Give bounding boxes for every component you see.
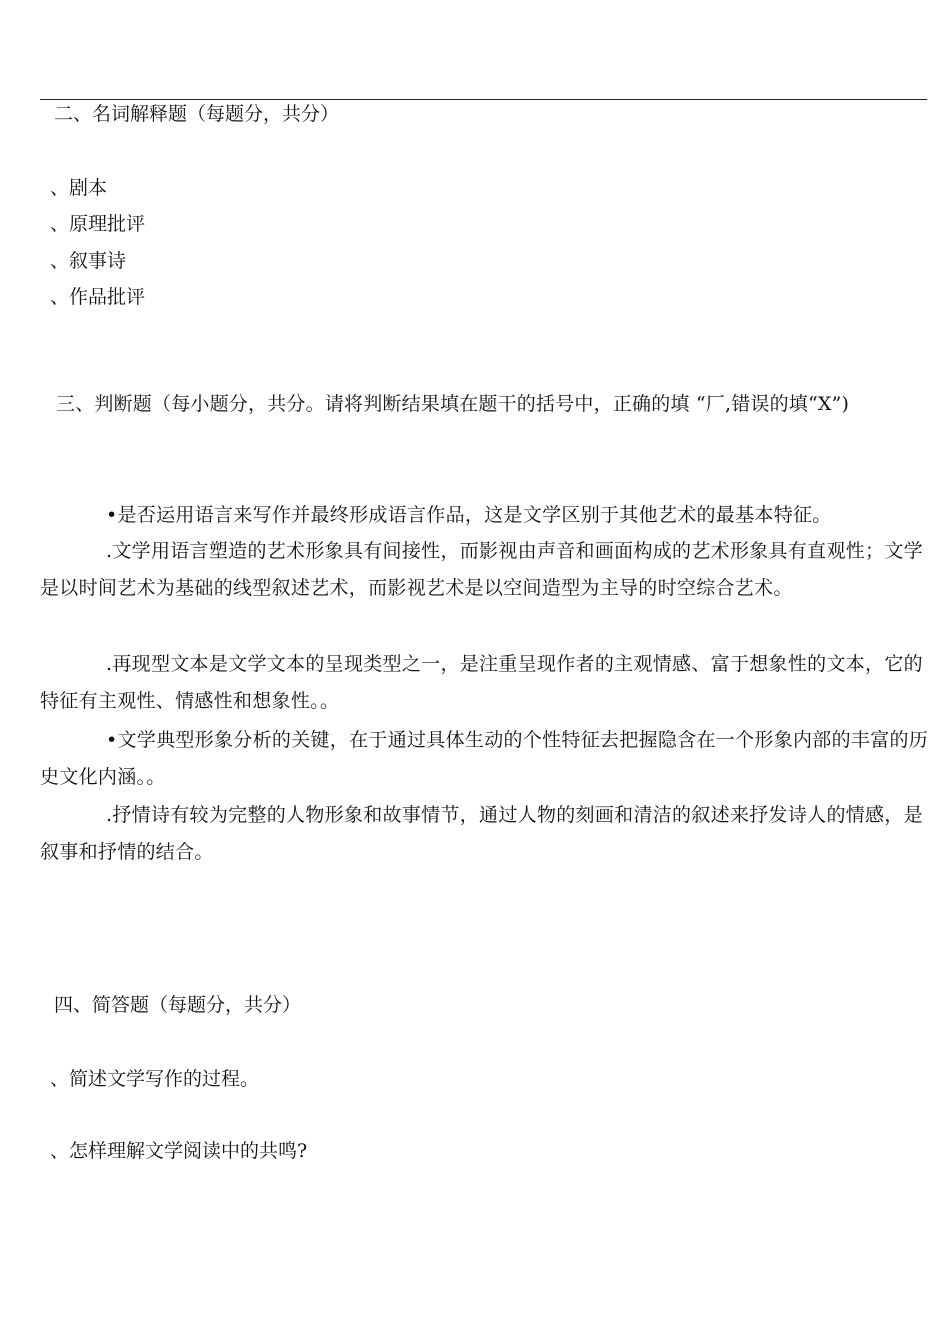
section3-item-1: •是否运用语言来写作并最终形成语言作品，这是文学区别于其他艺术的最基本特征。 bbox=[106, 504, 832, 526]
section2-item-1: 、剧本 bbox=[50, 177, 108, 199]
section3-item-2: .文学用语言塑造的艺术形象具有间接性，而影视由声音和画面构成的艺术形象具有直观性；文学是以时间艺术为基础的线型叙述艺术，而影视艺术是以空间造型为主导的时空综合艺术。 bbox=[40, 540, 923, 599]
section2-item-4: 、作品批评 bbox=[50, 286, 146, 308]
section4-heading: 四、简答题（每题分，共分） bbox=[54, 994, 302, 1016]
section3-item-3: .再现型文本是文学文本的呈现类型之一，是注重呈现作者的主观情感、富于想象性的文本，它的特征有主观性、情感性和想象性。。 bbox=[40, 653, 923, 712]
section4-item-2: 、怎样理解文学阅读中的共鸣? bbox=[50, 1140, 308, 1162]
section2-heading: 二、名词解释题（每题分，共分） bbox=[54, 103, 340, 125]
section3-heading: 三、判断题（每小题分，共分。请将判断结果填在题干的括号中，正确的填 “厂,错误的填“X”) bbox=[56, 393, 850, 415]
top-rule bbox=[40, 99, 927, 100]
section2-item-2: 、原理批评 bbox=[50, 213, 146, 235]
section2-item-3: 、叙事诗 bbox=[50, 250, 127, 272]
section4-item-1: 、简述文学写作的过程。 bbox=[50, 1068, 260, 1090]
section3-item-4: •文学典型形象分析的关键，在于通过具体生动的个性特征去把握隐含在一个形象内部的丰富的历史文化内涵。。 bbox=[40, 729, 929, 788]
section3-item-5: .抒情诗有较为完整的人物形象和故事情节，通过人物的刻画和清洁的叙述来抒发诗人的情感，是叙事和抒情的结合。 bbox=[40, 804, 923, 863]
